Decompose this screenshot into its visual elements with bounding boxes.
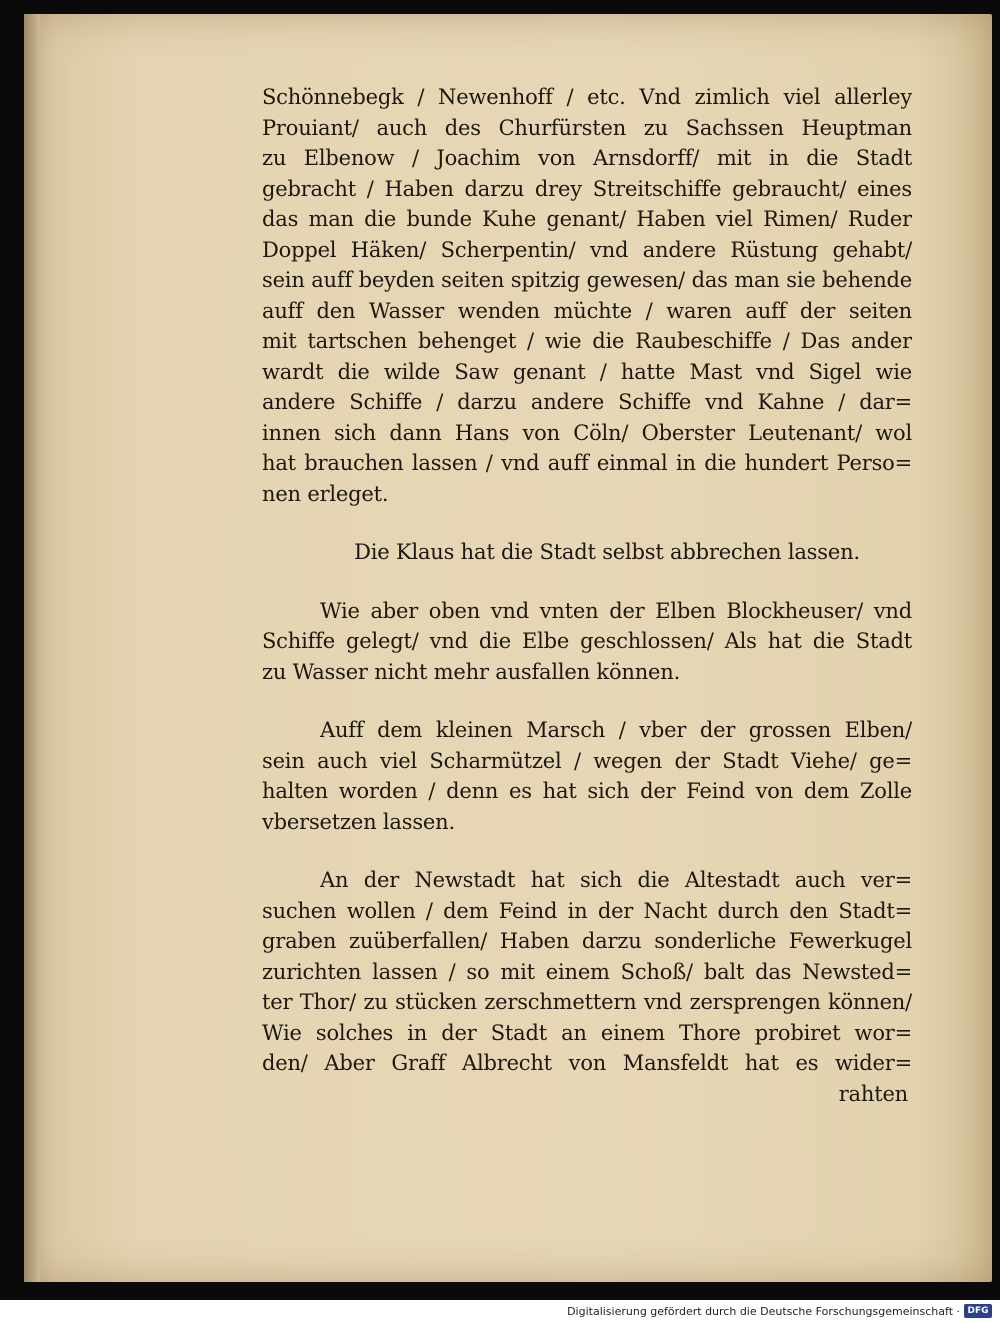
paragraph-3 bbox=[262, 596, 912, 688]
text-line: Doppel Häken/ Scherpentin/ vnd andere Rüstung gehabt/ bbox=[262, 237, 912, 262]
text-line: graben zuüberfallen/ Haben darzu sonderliche Fewerkugel bbox=[262, 929, 912, 953]
text-line: Prouiant/ auch des Churfürsten zu Sachssen Heuptman bbox=[262, 115, 912, 140]
text-line: innen sich dann Hans von Cöln/ Oberster Leutenant/ wol bbox=[262, 420, 912, 445]
text-line: den/ Aber Graff Albrecht von Mansfeldt hat es wider= bbox=[262, 1051, 912, 1075]
text-line: mit tartschen behenget / wie die Raubeschiffe / Das ander bbox=[262, 329, 912, 353]
paragraph-5 bbox=[262, 865, 912, 1079]
funding-notice: Digitalisierung gefördert durch die Deutsche Forschungsgemeinschaft · bbox=[567, 1305, 960, 1318]
dfg-logo-icon: DFG bbox=[964, 1304, 992, 1318]
text-line: suchen wollen / dem Feind in der Nacht durch den Stadt= bbox=[262, 898, 912, 923]
text-line: zu Elbenow / Joachim von Arnsdorff/ mit in die Stadt bbox=[262, 146, 912, 170]
text-line: Wie aber oben vnd vnten der Elben Blockheuser/ vnd bbox=[320, 598, 912, 623]
text-line: auff den Wasser wenden müchte / waren auff der seiten bbox=[262, 298, 912, 323]
text-line: hat brauchen lassen / vnd auff einmal in die hundert Perso= bbox=[262, 451, 912, 475]
text-line: nen erleget. bbox=[262, 481, 389, 506]
text-line: sein auch viel Scharmützel / wegen der Stadt Viehe/ ge= bbox=[262, 748, 912, 773]
paper-binding-edge bbox=[24, 14, 40, 1282]
text-line: gebracht / Haben darzu drey Streitschiffe gebraucht/ eines bbox=[262, 176, 912, 201]
text-line: zu Wasser nicht mehr ausfallen können. bbox=[262, 659, 681, 684]
catchword: rahten bbox=[838, 1081, 908, 1106]
text-line: das man die bunde Kuhe genant/ Haben viel Rimen/ Ruder bbox=[262, 207, 912, 231]
text-line: zurichten lassen / so mit einem Schoß/ balt das Newsted= bbox=[262, 959, 912, 984]
text-line: Auff dem kleinen Marsch / vber der grossen Elben/ bbox=[320, 718, 912, 742]
text-block bbox=[262, 82, 912, 1109]
paragraph-1 bbox=[262, 82, 912, 509]
text-line: halten worden / denn es hat sich der Feind von dem Zolle bbox=[262, 779, 912, 803]
text-line: Wie solches in der Stadt an einem Thore probiret wor= bbox=[262, 1020, 912, 1045]
paragraph-4 bbox=[262, 715, 912, 837]
text-line: andere Schiffe / darzu andere Schiffe vnd Kahne / dar= bbox=[262, 390, 912, 414]
text-line: Schönnebegk / Newenhoff / etc. Vnd zimlich viel allerley bbox=[262, 85, 912, 109]
section-heading: Die Klaus hat die Stadt selbst abbrechen lassen. bbox=[354, 540, 860, 564]
text-line: ter Thor/ zu stücken zerschmettern vnd zersprengen können/ bbox=[262, 990, 912, 1014]
text-line: Schiffe gelegt/ vnd die Elbe geschlossen/ Als hat die Stadt bbox=[262, 629, 912, 653]
text-line: An der Newstadt hat sich die Altestadt auch ver= bbox=[320, 868, 912, 892]
text-line: sein auff beyden seiten spitzig gewesen/ das man sie behende bbox=[262, 268, 912, 292]
text-line: vbersetzen lassen. bbox=[262, 809, 455, 834]
footer-bar bbox=[0, 1300, 1000, 1323]
text-line: wardt die wilde Saw genant / hatte Mast vnd Sigel wie bbox=[262, 359, 912, 384]
